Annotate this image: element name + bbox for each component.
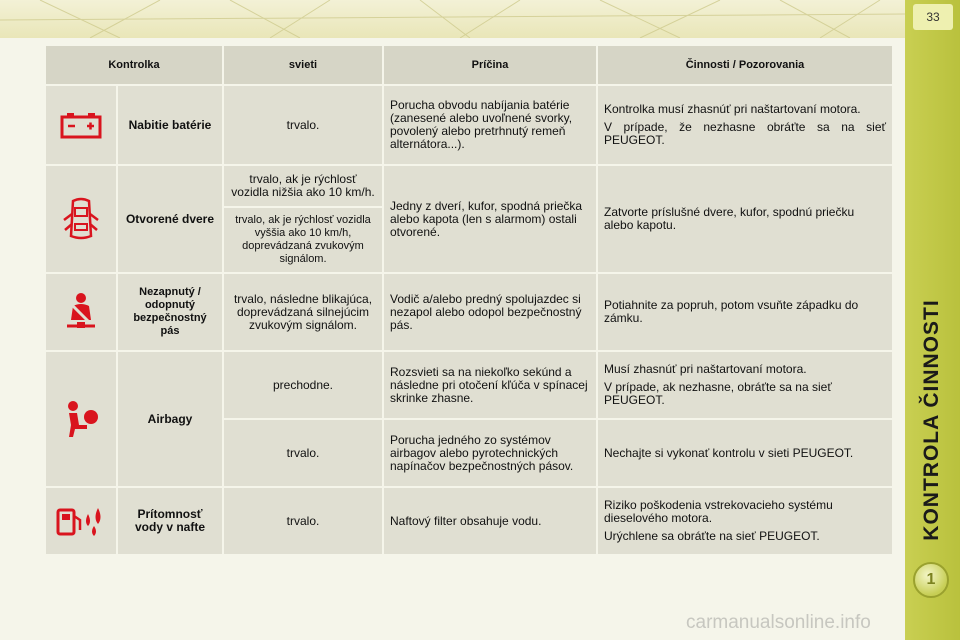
doors-svieti-2: trvalo, ak je rýchlosť vozidla vyššia ako 10 km/h, doprevádzaná zvukovým signálom. (224, 208, 382, 272)
battery-cinnosti-1: Kontrolka musí zhasnúť pri naštartovaní motora. (604, 102, 861, 116)
header-pricina: Príčina (384, 46, 596, 84)
chapter-title: KONTROLA ČINNOSTI (920, 299, 943, 541)
airbag-icon (61, 399, 101, 439)
water-cinnosti-2: Urýchlene sa obráťte na sieť PEUGEOT. (604, 529, 820, 543)
airbag-pricina-2: Porucha jedného zo systémov airbagov alebo pyrotechnických napínačov bezpečnostných pásov. (384, 420, 596, 486)
water-cinnosti (598, 488, 892, 554)
seatbelt-name: Nezapnutý / odopnutý bezpečnostný pás (118, 274, 222, 350)
battery-cinnosti (598, 86, 892, 164)
header-cinnosti: Činnosti / Pozorovania (598, 46, 892, 84)
doors-icon-cell (46, 166, 116, 272)
seatbelt-icon-cell (46, 274, 116, 350)
seatbelt-cinnosti: Potiahnite za popruh, potom vsuňte západku do zámku. (598, 274, 892, 350)
seatbelt-svieti: trvalo, následne blikajúca, doprevádzaná silnejúcim zvukovým signálom. (224, 274, 382, 350)
doors-cinnosti: Zatvorte príslušné dvere, kufor, spodnú priečku alebo kapotu. (598, 166, 892, 272)
seatbelt-icon (63, 292, 99, 332)
header-kontrolka: Kontrolka (46, 46, 222, 84)
table-row (46, 274, 892, 350)
airbag-name: Airbagy (118, 352, 222, 486)
airbag-svieti-2: trvalo. (224, 420, 382, 486)
airbag-cinnosti-1 (598, 352, 892, 418)
chapter-badge (913, 562, 949, 598)
doors-pricina: Jedny z dverí, kufor, spodná priečka alebo kapota (len s alarmom) ostali otvorené. (384, 166, 596, 272)
water-pricina: Naftový filter obsahuje vodu. (384, 488, 596, 554)
battery-icon (59, 110, 103, 140)
table-row (46, 86, 892, 164)
top-decorative-band (0, 0, 905, 38)
water-name: Prítomnosť vody v nafte (118, 488, 222, 554)
water-icon-cell (46, 488, 116, 554)
battery-cinnosti-2: V prípade, že nezhasne obráťte sa na sieť PEUGEOT. (604, 120, 886, 147)
airbag-icon-cell (46, 352, 116, 486)
doors-name: Otvorené dvere (118, 166, 222, 272)
airbag-cinnosti-1a: Musí zhasnúť pri naštartovaní motora. (604, 362, 807, 376)
chapter-number: 1 (926, 571, 936, 588)
battery-pricina: Porucha obvodu nabíjania batérie (zanesené alebo uvoľnené svorky, povolený alebo pretrhnutý remeň alternátora...). (384, 86, 596, 164)
table-row (46, 488, 892, 554)
airbag-cinnosti-1b: V prípade, ak nezhasne, obráťte sa na sieť PEUGEOT. (604, 380, 832, 407)
airbag-svieti-1: prechodne. (224, 352, 382, 418)
header-svieti: svieti (224, 46, 382, 84)
watermark-text: carmanualsonline.info (686, 612, 871, 633)
page-number: 33 (913, 4, 953, 30)
airbag-pricina-1: Rozsvieti sa na niekoľko sekúnd a následne pri otočení kľúča v spínacej skrinke zhasne. (384, 352, 596, 418)
decorative-lines (0, 0, 905, 38)
table-row (46, 166, 892, 206)
table-row (46, 352, 892, 418)
warning-lights-table (44, 44, 894, 556)
battery-icon-cell (46, 86, 116, 164)
table-header-row (46, 46, 892, 84)
airbag-cinnosti-2: Nechajte si vykonať kontrolu v sieti PEUGEOT. (598, 420, 892, 486)
battery-svieti: trvalo. (224, 86, 382, 164)
seatbelt-pricina: Vodič a/alebo predný spolujazdec si nezapol alebo odopol bezpečnostný pás. (384, 274, 596, 350)
water-in-diesel-icon (54, 504, 108, 538)
water-svieti: trvalo. (224, 488, 382, 554)
water-cinnosti-1: Riziko poškodenia vstrekovacieho systému dieselového motora. (604, 498, 833, 525)
open-door-car-icon (61, 196, 101, 242)
battery-name: Nabitie batérie (118, 86, 222, 164)
doors-svieti-1: trvalo, ak je rýchlosť vozidla nižšia ako 10 km/h. (224, 166, 382, 206)
